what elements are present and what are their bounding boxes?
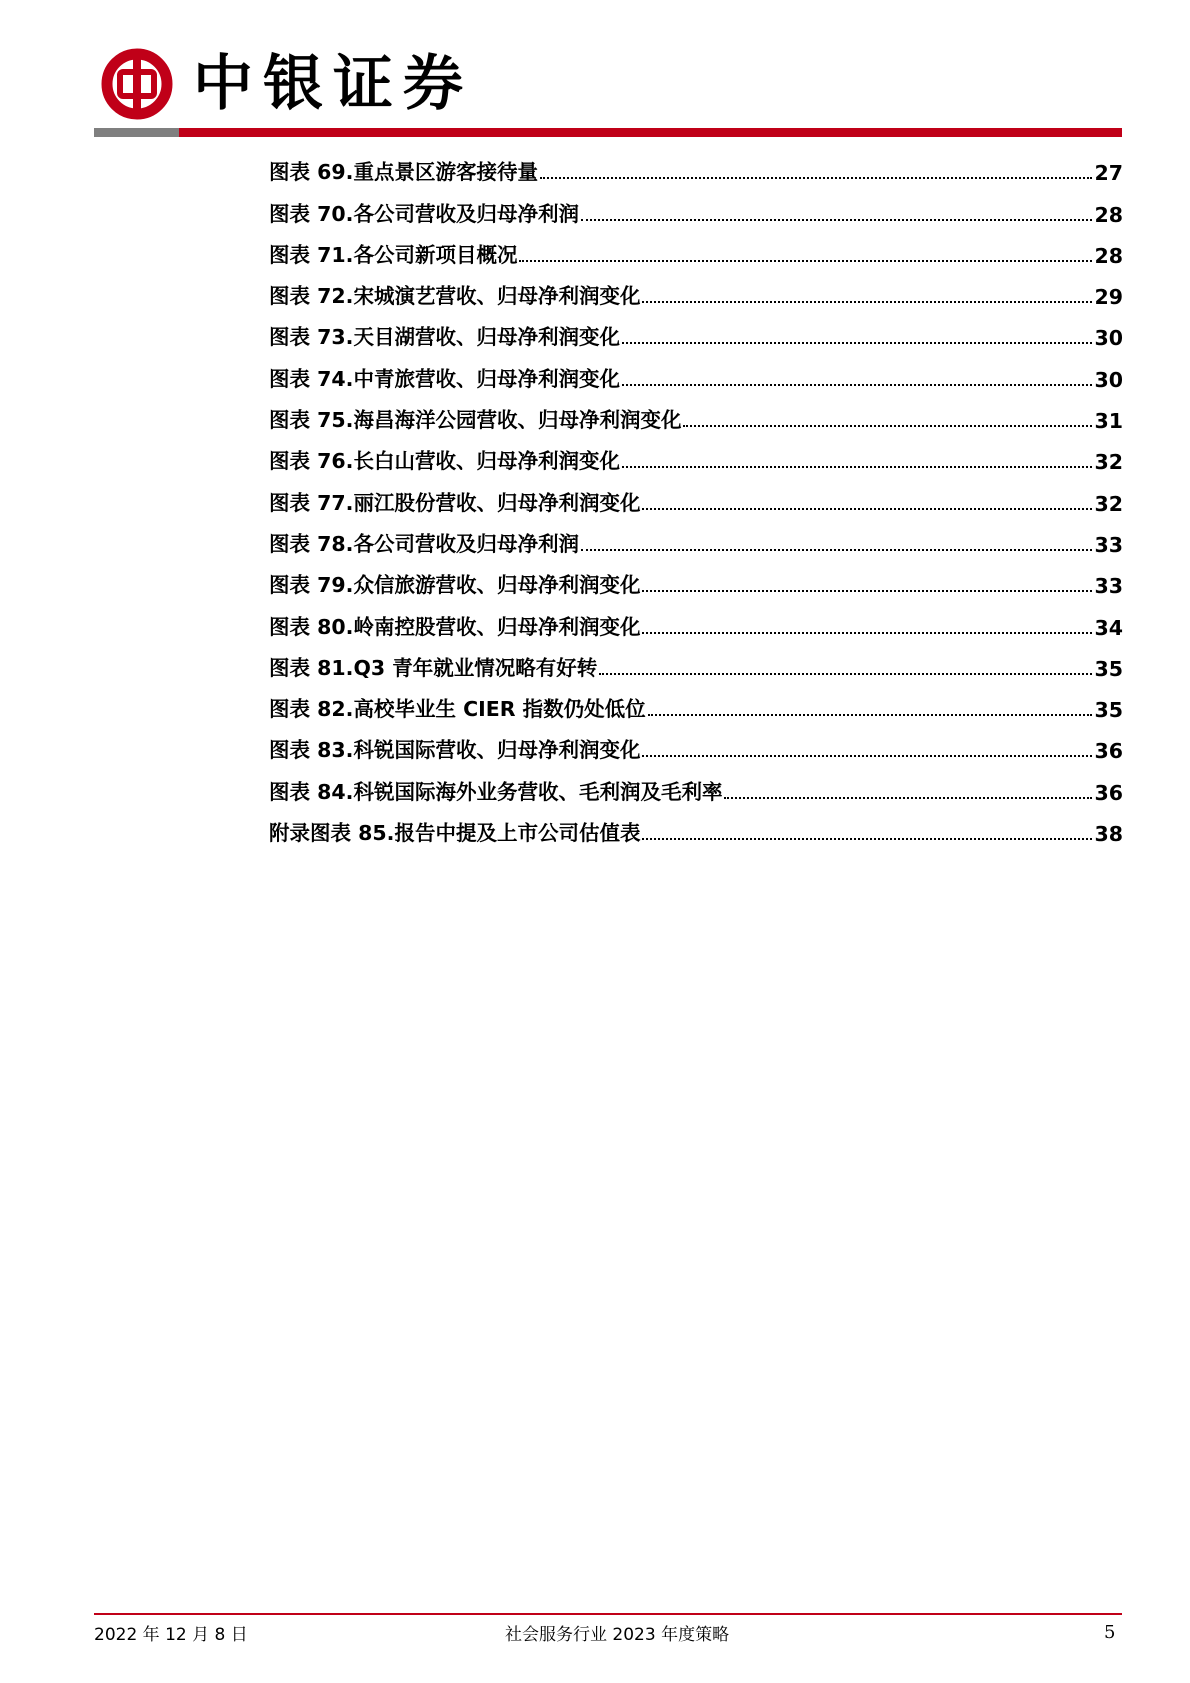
toc-entry[interactable]: [269, 433, 1123, 474]
toc-leader-dots: [642, 590, 1092, 592]
toc-entry-page: 32: [1094, 450, 1123, 475]
toc-entry[interactable]: [269, 309, 1123, 350]
toc-entry[interactable]: [269, 681, 1123, 722]
toc-entry-page: 36: [1094, 739, 1123, 764]
toc-entry-page: 30: [1094, 367, 1123, 392]
table-of-contents: [269, 144, 1123, 846]
toc-leader-dots: [642, 755, 1092, 757]
toc-entry[interactable]: [269, 474, 1123, 515]
toc-leader-dots: [581, 219, 1093, 221]
toc-entry-label: 图表 79.众信旅游营收、归母净利润变化: [269, 573, 641, 598]
toc-leader-dots: [519, 260, 1092, 262]
toc-entry-label: 图表 78.各公司营收及归母净利润: [269, 531, 579, 556]
toc-entry-page: 28: [1094, 243, 1123, 268]
toc-leader-dots: [642, 301, 1092, 303]
toc-entry-page: 27: [1094, 161, 1123, 186]
toc-leader-dots: [648, 714, 1093, 716]
toc-leader-dots: [581, 549, 1093, 551]
toc-entry-page: 30: [1094, 326, 1123, 351]
toc-entry[interactable]: [269, 598, 1123, 639]
toc-entry[interactable]: [269, 268, 1123, 309]
toc-entry-page: 32: [1094, 491, 1123, 516]
toc-leader-dots: [724, 797, 1092, 799]
toc-leader-dots: [683, 425, 1092, 427]
toc-entry-page: 38: [1094, 822, 1123, 847]
toc-leader-dots: [642, 632, 1092, 634]
toc-entry-page: 34: [1094, 615, 1123, 640]
toc-entry-page: 35: [1094, 698, 1123, 723]
footer-rule: [94, 1613, 1122, 1615]
toc-entry-label: 图表 81.Q3 青年就业情况略有好转: [269, 655, 598, 680]
toc-entry[interactable]: [269, 557, 1123, 598]
toc-entry-page: 35: [1094, 656, 1123, 681]
toc-entry-label: 图表 76.长白山营收、归母净利润变化: [269, 449, 620, 474]
brand-name: 中银证券: [193, 49, 473, 119]
toc-entry-label: 图表 74.中青旅营收、归母净利润变化: [269, 366, 620, 391]
toc-entry-label: 图表 84.科锐国际海外业务营收、毛利润及毛利率: [269, 779, 723, 804]
toc-entry[interactable]: [269, 392, 1123, 433]
toc-entry-label: 图表 69.重点景区游客接待量: [269, 160, 538, 185]
toc-entry-label: 图表 82.高校毕业生 CIER 指数仍处低位: [269, 697, 646, 722]
toc-entry-label: 图表 80.岭南控股营收、归母净利润变化: [269, 614, 641, 639]
toc-leader-dots: [599, 673, 1092, 675]
toc-entry[interactable]: [269, 722, 1123, 763]
toc-entry[interactable]: [269, 805, 1123, 846]
toc-entry-label: 图表 75.海昌海洋公园营收、归母净利润变化: [269, 408, 682, 433]
toc-entry[interactable]: [269, 227, 1123, 268]
toc-entry[interactable]: [269, 185, 1123, 226]
toc-leader-dots: [622, 342, 1093, 344]
toc-entry-page: 36: [1094, 780, 1123, 805]
toc-entry-page: 33: [1094, 574, 1123, 599]
footer-page-number: 5: [1104, 1622, 1116, 1643]
footer-report-title: 社会服务行业 2023 年度策略: [505, 1625, 730, 1645]
toc-leader-dots: [622, 384, 1093, 386]
toc-entry[interactable]: [269, 516, 1123, 557]
toc-entry-page: 33: [1094, 532, 1123, 557]
toc-leader-dots: [540, 177, 1093, 179]
toc-leader-dots: [642, 838, 1092, 840]
toc-entry-page: 29: [1094, 285, 1123, 310]
toc-entry-label: 图表 77.丽江股份营收、归母净利润变化: [269, 490, 641, 515]
toc-entry-label: 附录图表 85.报告中提及上市公司估值表: [269, 821, 641, 846]
toc-entry-page: 31: [1094, 409, 1123, 434]
footer-date: 2022 年 12 月 8 日: [94, 1625, 248, 1645]
header-bar-red: [179, 128, 1122, 137]
toc-entry[interactable]: [269, 350, 1123, 391]
toc-entry[interactable]: [269, 144, 1123, 185]
toc-leader-dots: [642, 508, 1092, 510]
header-logo: [101, 48, 473, 120]
toc-entry-page: 28: [1094, 202, 1123, 227]
toc-entry-label: 图表 71.各公司新项目概况: [269, 242, 518, 267]
toc-entry-label: 图表 70.各公司营收及归母净利润: [269, 201, 579, 226]
toc-entry-label: 图表 73.天目湖营收、归母净利润变化: [269, 325, 620, 350]
header-bar-gray: [94, 128, 179, 137]
toc-entry[interactable]: [269, 640, 1123, 681]
toc-entry-label: 图表 83.科锐国际营收、归母净利润变化: [269, 738, 641, 763]
toc-leader-dots: [622, 466, 1093, 468]
bank-of-china-logo-icon: [101, 48, 173, 120]
header-bar: [94, 128, 1122, 137]
toc-entry[interactable]: [269, 763, 1123, 804]
toc-entry-label: 图表 72.宋城演艺营收、归母净利润变化: [269, 284, 641, 309]
